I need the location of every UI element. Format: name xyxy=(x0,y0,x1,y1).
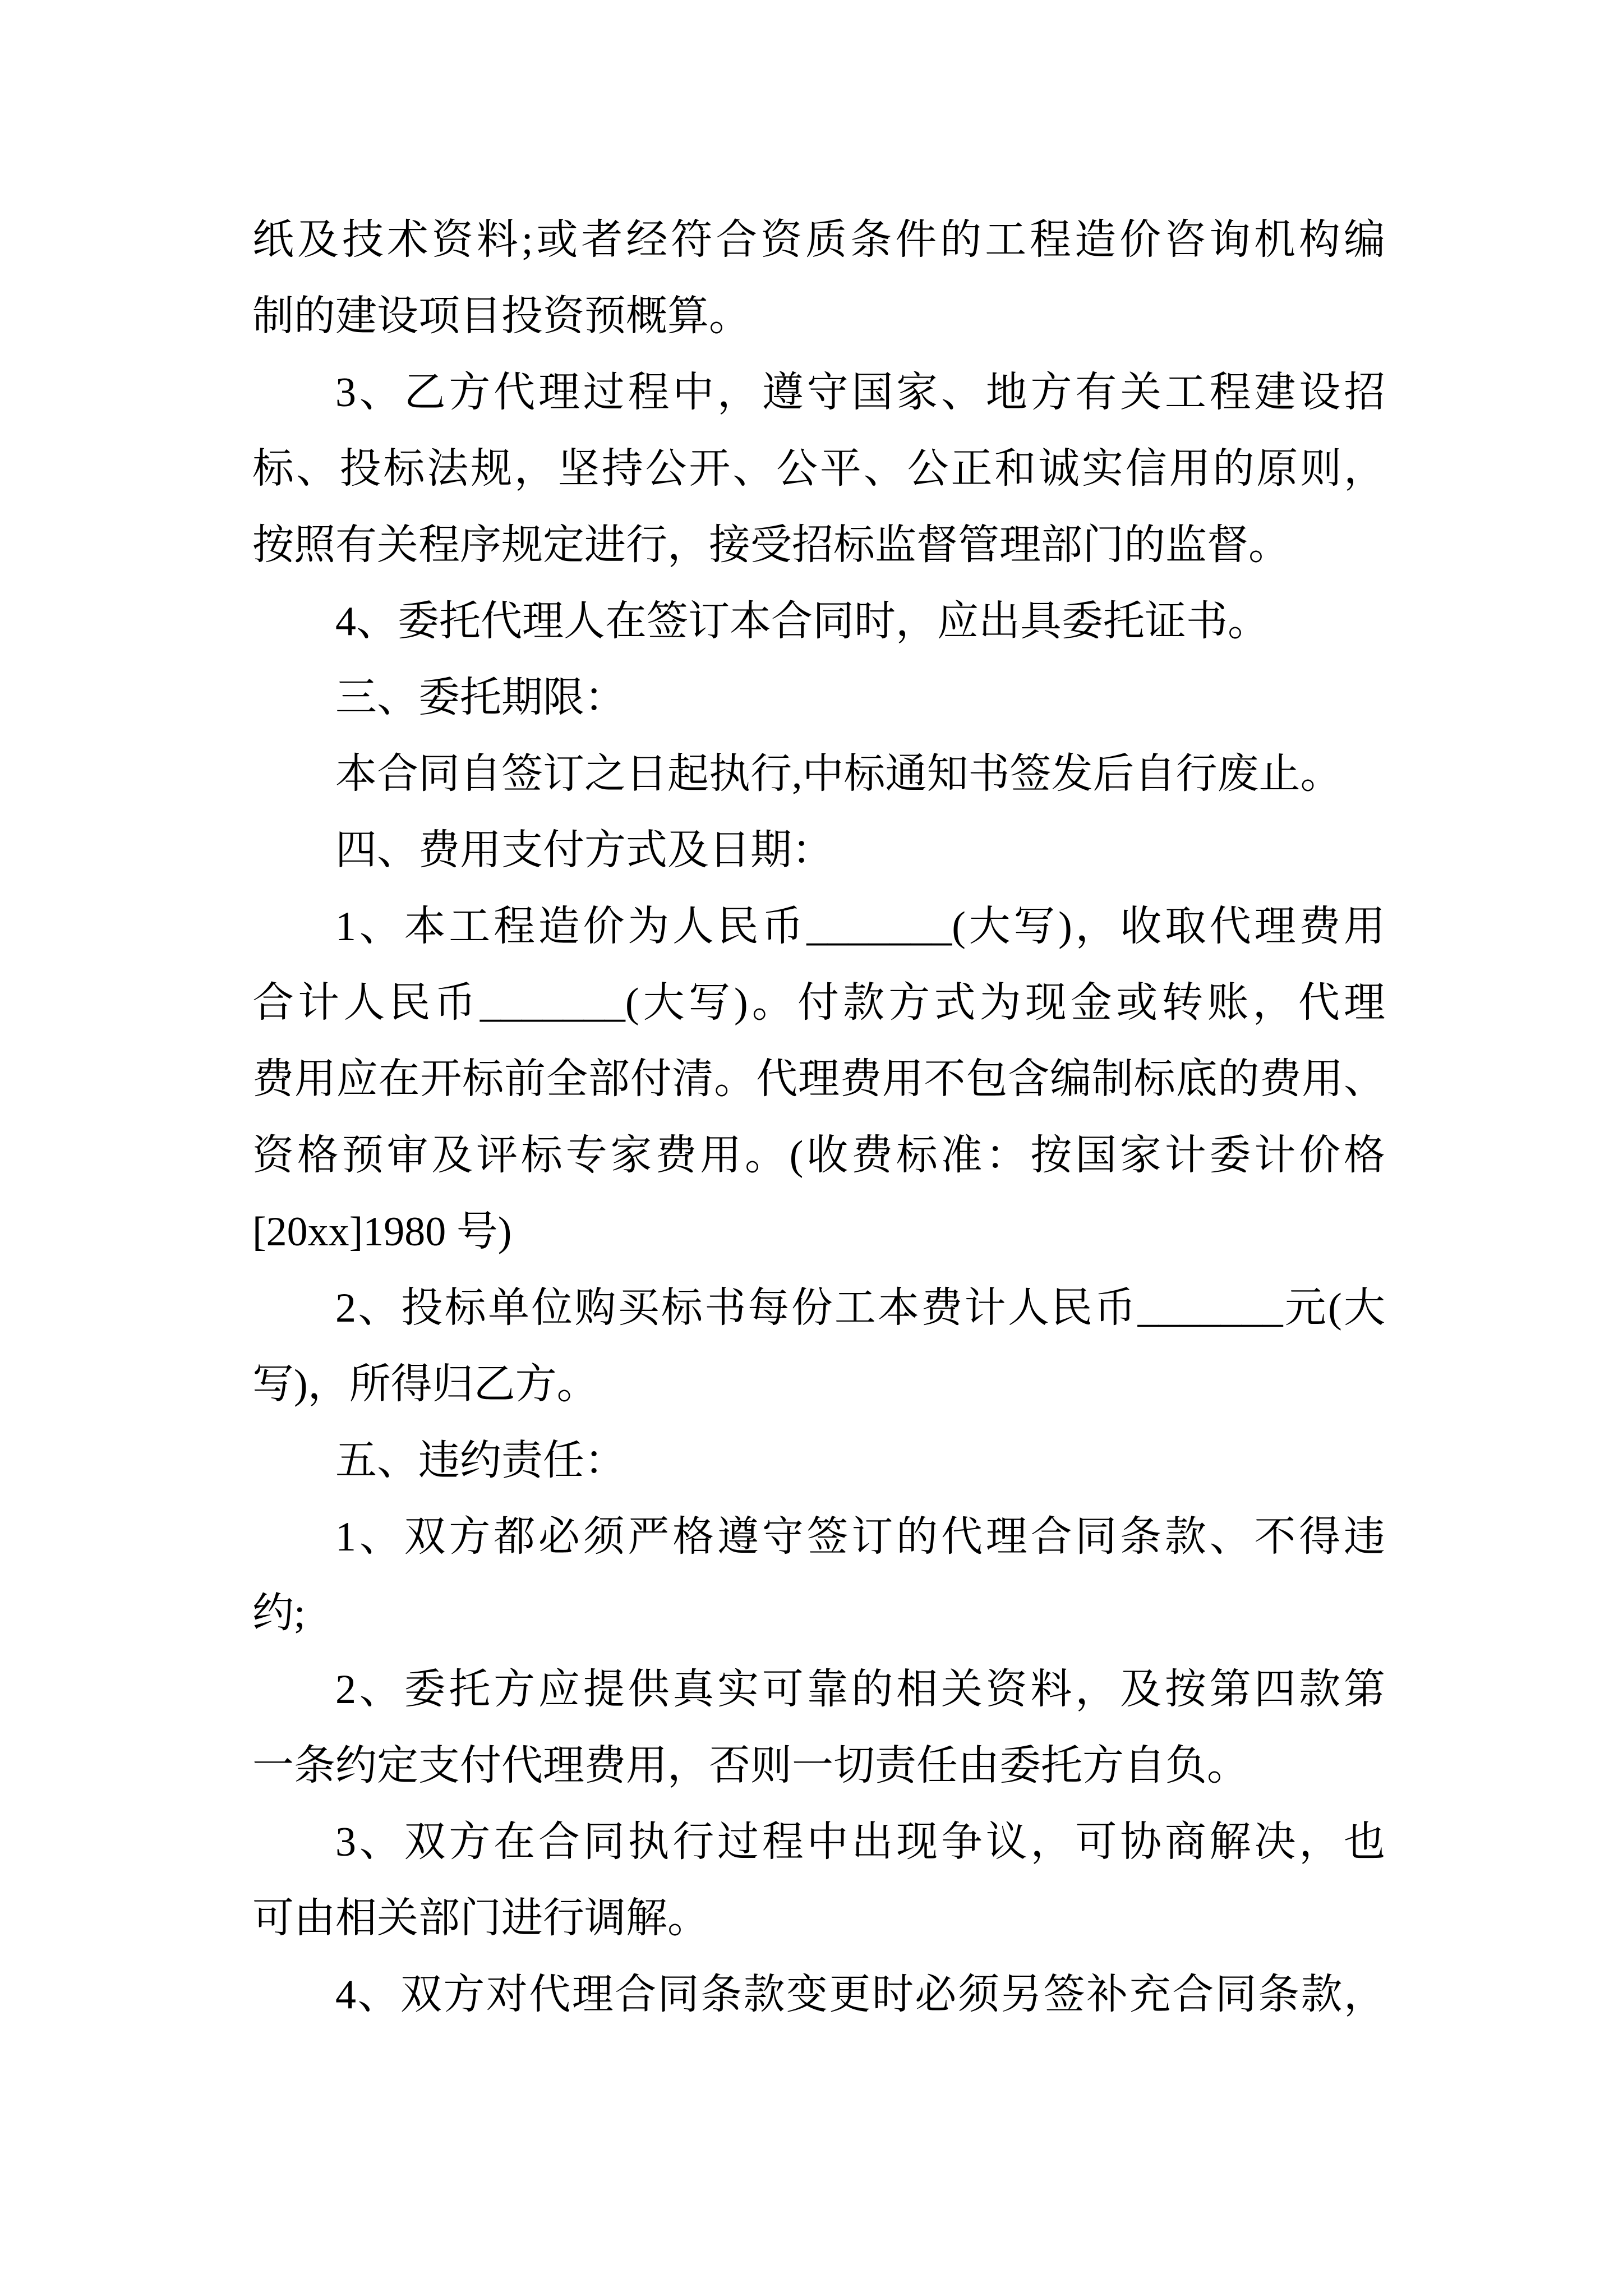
text-line: 3、双方在合同执行过程中出现争议，可协商解决，也 xyxy=(335,1819,1385,1865)
text-line: 1、本工程造价为人民币_______(大写)，收取代理费用 xyxy=(335,904,1385,950)
text-line: 4、委托代理人在签订本合同时，应出具委托证书。 xyxy=(335,599,1269,645)
text-line: 五、违约责任： xyxy=(335,1438,626,1484)
text-line: 按照有关程序规定进行，接受招标监督管理部门的监督。 xyxy=(252,522,1290,568)
text-line: 可由相关部门进行调解。 xyxy=(252,1895,709,1941)
text-line: 合计人民币_______(大写)。付款方式为现金或转账，代理 xyxy=(252,980,1385,1026)
text-line: 制的建设项目投资预概算。 xyxy=(252,293,750,339)
text-line: 写)，所得归乙方。 xyxy=(252,1361,598,1407)
text-line: 四、费用支付方式及日期： xyxy=(335,827,833,873)
text-line: 2、投标单位购买标书每份工本费计人民币_______元(大 xyxy=(335,1285,1385,1331)
text-line: 费用应在开标前全部付清。代理费用不包含编制标底的费用、 xyxy=(252,1056,1385,1102)
text-line: 一条约定支付代理费用，否则一切责任由委托方自负。 xyxy=(252,1743,1248,1789)
text-line: 三、委托期限： xyxy=(335,675,626,721)
text-line: 4、双方对代理合同条款变更时必须另签补充合同条款， xyxy=(335,1972,1385,2018)
text-line: 2、委托方应提供真实可靠的相关资料，及按第四款第 xyxy=(335,1667,1385,1713)
text-line: 纸及技术资料;或者经符合资质条件的工程造价咨询机构编 xyxy=(252,217,1385,263)
text-line: 1、双方都必须严格遵守签订的代理合同条款、不得违 xyxy=(335,1514,1385,1560)
text-line: 3、乙方代理过程中，遵守国家、地方有关工程建设招 xyxy=(335,370,1385,416)
document-text-block xyxy=(252,202,1385,2033)
text-line: 资格预审及评标专家费用。(收费标准：按国家计委计价格 xyxy=(252,1133,1385,1179)
text-line: 本合同自签订之日起执行,中标通知书签发后自行废止。 xyxy=(335,751,1342,797)
text-line: 约; xyxy=(252,1590,306,1636)
text-line: 标、投标法规，坚持公开、公平、公正和诚实信用的原则， xyxy=(252,446,1385,492)
text-line: [20xx]1980 号) xyxy=(252,1209,512,1255)
